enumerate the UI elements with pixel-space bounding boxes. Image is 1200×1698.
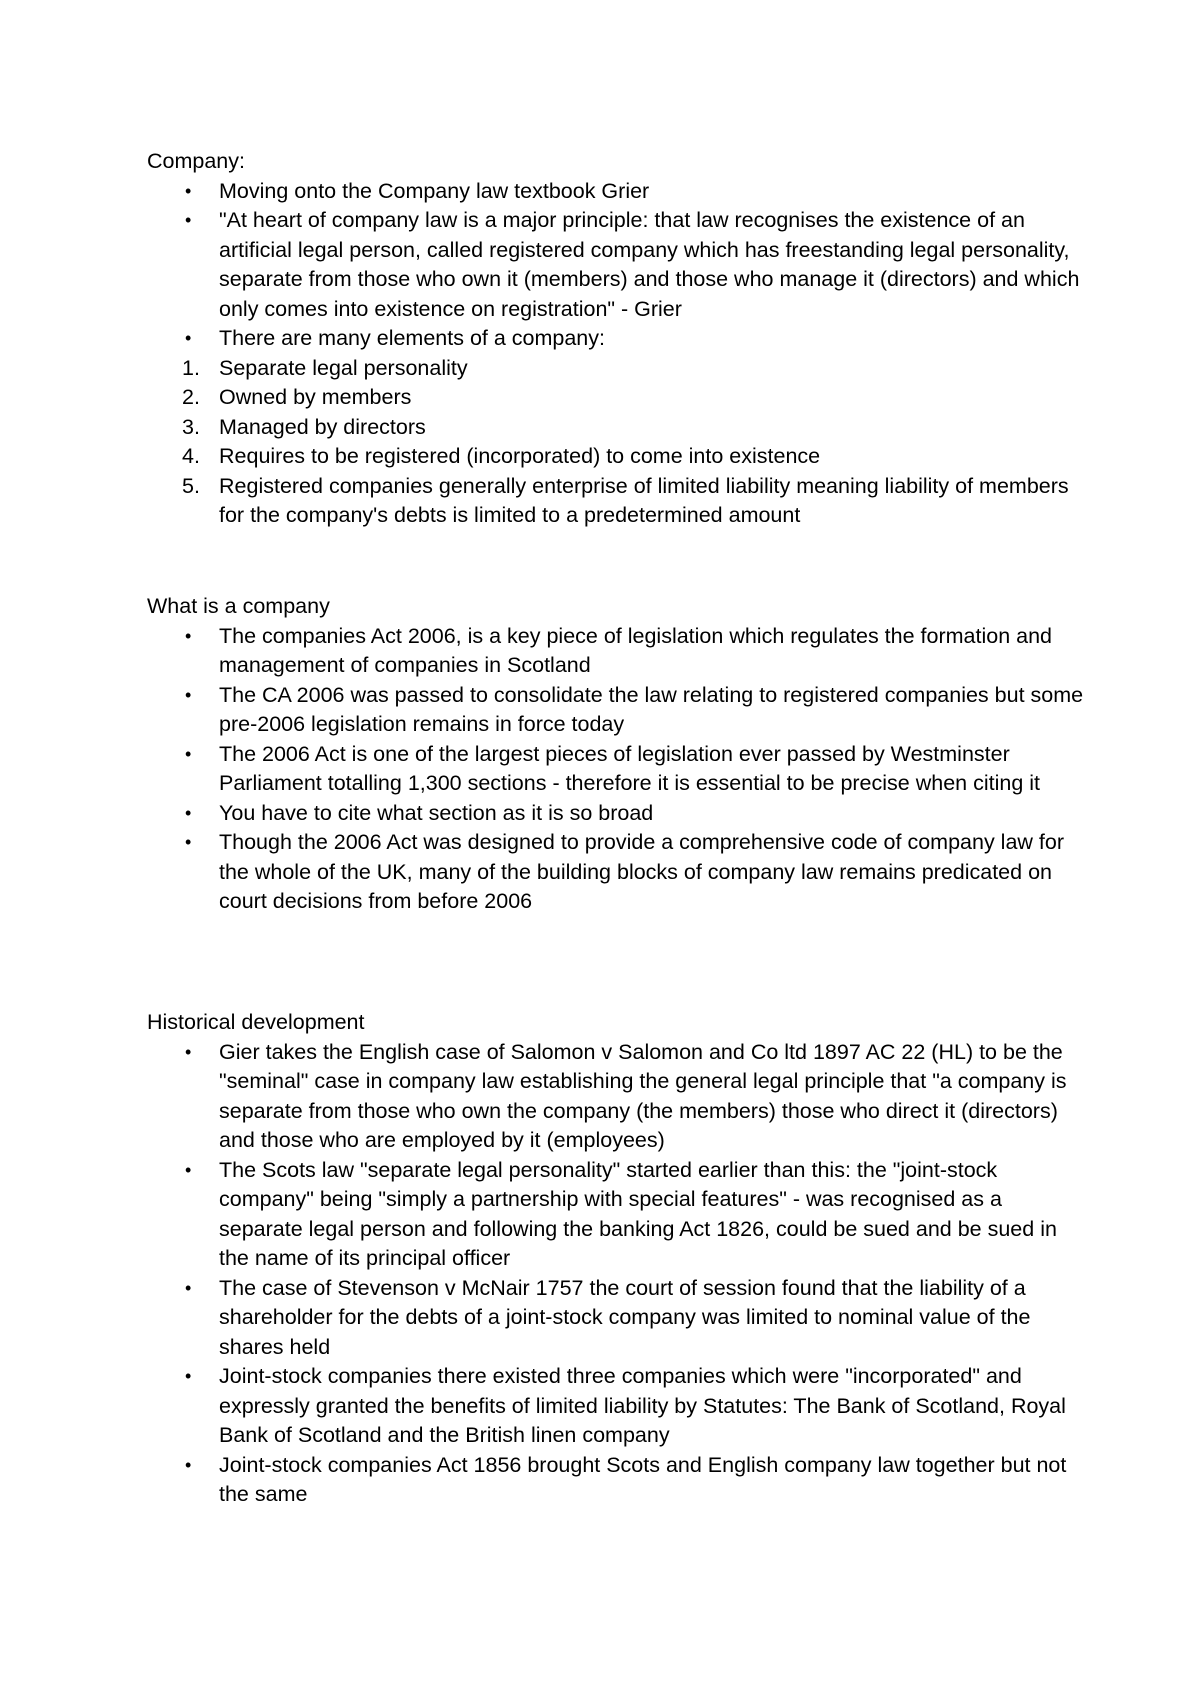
list-item <box>147 177 1087 207</box>
bullet-marker: • <box>185 802 192 823</box>
bullet-marker: • <box>185 1277 192 1298</box>
list-item-text: The 2006 Act is one of the largest pieces of legislation ever passed by Westminster Parliament totalling 1,300 sections - therefore it is essential to be precise when citing it <box>219 741 1041 795</box>
list-item <box>147 740 1087 799</box>
section-what-is-a-company <box>147 592 1087 917</box>
list-item <box>147 681 1087 740</box>
list-item <box>147 442 1087 472</box>
list-item-text: "At heart of company law is a major principle: that law recognises the existence of an artificial legal person, called registered company which has freestanding legal personality, separate from those who own it (members) and those who manage it (directors) and which only comes into existence on registration" - Grier <box>219 208 1080 321</box>
list-item <box>147 472 1087 531</box>
section-list <box>147 1038 1087 1510</box>
list-item-text: Joint-stock companies there existed three companies which were "incorporated" and expressly granted the benefits of limited liability by Statutes: The Bank of Scotland, Royal Bank of Scotland and the British linen company <box>219 1364 1066 1447</box>
number-marker: 4. <box>182 444 200 468</box>
list-item-text: Moving onto the Company law textbook Grier <box>219 178 650 203</box>
list-item-text: The Scots law "separate legal personality" started earlier than this: the "joint-stock company" being "simply a partnership with special features" - was recognised as a separate legal person and following the banking Act 1826, could be sued and be sued in the name of its principal officer <box>219 1157 1057 1270</box>
list-item <box>147 1156 1087 1274</box>
list-item <box>147 383 1087 413</box>
bullet-marker: • <box>185 1366 192 1386</box>
list-item <box>147 1274 1087 1363</box>
list-item-text: Requires to be registered (incorporated) to come into existence <box>219 444 821 468</box>
bullet-marker: • <box>185 625 192 646</box>
section-list <box>147 622 1087 917</box>
number-marker: 2. <box>182 385 200 409</box>
list-item-text: The CA 2006 was passed to consolidate the law relating to registered companies but some pre-2006 legislation remains in force today <box>219 682 1084 736</box>
number-marker: 1. <box>182 355 200 380</box>
list-item-text: Joint-stock companies Act 1856 brought Scots and English company law together but not the same <box>219 1452 1067 1506</box>
list-item-text: The case of Stevenson v McNair 1757 the court of session found that the liability of a shareholder for the debts of a joint-stock company was limited to nominal value of the shares held <box>219 1275 1031 1359</box>
list-item-text: Registered companies generally enterprise of limited liability meaning liability of members for the company's debts is limited to a predetermined amount <box>219 473 1069 527</box>
section-company <box>147 147 1087 531</box>
list-item <box>147 1451 1087 1510</box>
bullet-marker: • <box>185 832 192 852</box>
list-item <box>147 1362 1087 1451</box>
list-item-text: Owned by members <box>219 385 412 409</box>
bullet-marker: • <box>185 1041 192 1062</box>
list-item-text: You have to cite what section as it is so broad <box>219 800 654 825</box>
bullet-marker: • <box>185 328 192 348</box>
section-heading: Historical development <box>147 1010 365 1034</box>
list-item <box>147 206 1087 324</box>
section-heading: Company: <box>147 149 245 173</box>
section-historical-development <box>147 1008 1087 1510</box>
list-item <box>147 622 1087 681</box>
list-item-text: The companies Act 2006, is a key piece of legislation which regulates the formation and management of companies in Scotland <box>219 623 1053 677</box>
list-item <box>147 1038 1087 1156</box>
number-marker: 5. <box>182 473 200 498</box>
list-item <box>147 324 1087 354</box>
list-item <box>147 828 1087 917</box>
bullet-marker: • <box>185 1454 192 1475</box>
list-item <box>147 799 1087 829</box>
section-list <box>147 177 1087 531</box>
list-item-text: Separate legal personality <box>219 355 468 380</box>
list-item <box>147 413 1087 443</box>
section-heading: What is a company <box>147 594 330 618</box>
bullet-marker: • <box>185 210 192 230</box>
number-marker: 3. <box>182 414 200 439</box>
bullet-marker: • <box>185 1159 192 1180</box>
bullet-marker: • <box>185 684 192 705</box>
list-item <box>147 354 1087 384</box>
bullet-marker: • <box>185 180 192 201</box>
bullet-marker: • <box>185 743 192 764</box>
list-item-text: Managed by directors <box>219 414 426 439</box>
list-item-text: Gier takes the English case of Salomon v Salomon and Co ltd 1897 AC 22 (HL) to be the "seminal" case in company law establishing the general legal principle that "a company is separate from those who own the company (the members) those who direct it (directors) and those who are employed by it (employees) <box>219 1039 1067 1152</box>
list-item-text: There are many elements of a company: <box>219 326 605 350</box>
list-item-text: Though the 2006 Act was designed to provide a comprehensive code of company law for the whole of the UK, many of the building blocks of company law remains predicated on court decisions from before 2006 <box>219 830 1064 913</box>
